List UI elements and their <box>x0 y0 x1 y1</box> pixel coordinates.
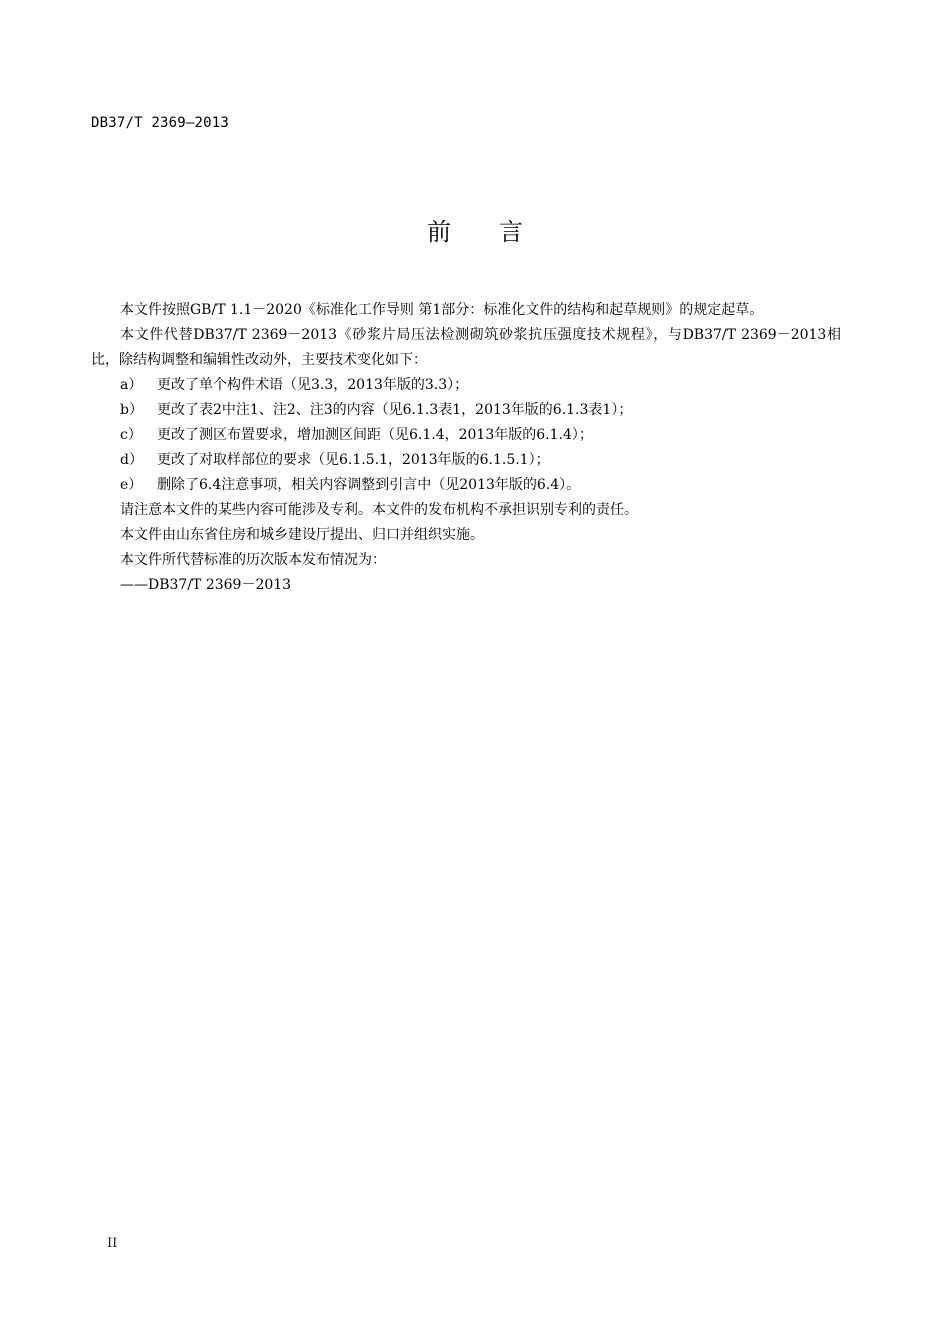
history-entry: ——DB37/T 2369－2013 <box>120 577 292 593</box>
change-item-text: 更改了测区布置要求，增加测区间距（见6.1.4，2013年版的6.1.4）； <box>157 427 593 443</box>
change-item-marker: c） <box>120 427 142 443</box>
foreword-paragraph: 本文件代替DB37/T 2369－2013《砂浆片局压法检测砌筑砂浆抗压强度技术规程》，与DB37/T 2369－2013相比，除结构调整和编辑性改动外，主要技术变化如下： <box>91 327 841 368</box>
patent-note: 请注意本文件的某些内容可能涉及专利。本文件的发布机构不承担识别专利的责任。 <box>120 502 638 518</box>
change-item-text: 删除了6.4注意事项，相关内容调整到引言中（见2013年版的6.4）。 <box>157 477 581 493</box>
change-item-marker: d） <box>120 452 143 468</box>
change-item-marker: e） <box>120 477 143 493</box>
change-item-marker: b） <box>120 402 143 418</box>
change-item-marker: a） <box>120 377 143 393</box>
foreword-paragraph: 本文件按照GB/T 1.1－2020《标准化工作导则 第1部分：标准化文件的结构和起草规则》的规定起草。 <box>120 302 764 318</box>
page-number: II <box>107 1236 118 1251</box>
change-item-text: 更改了表2中注1、注2、注3的内容（见6.1.3表1，2013年版的6.1.3表1）； <box>157 402 633 418</box>
change-item <box>91 448 841 473</box>
change-item <box>91 398 841 423</box>
document-code: DB37/T 2369—2013 <box>91 115 230 131</box>
change-item <box>91 373 841 398</box>
page-title: 前 言 <box>427 218 523 246</box>
history-intro: 本文件所代替标准的历次版本发布情况为： <box>120 552 386 568</box>
change-item <box>91 473 841 498</box>
proposer-note: 本文件由山东省住房和城乡建设厅提出、归口并组织实施。 <box>120 527 484 543</box>
change-item-text: 更改了对取样部位的要求（见6.1.5.1，2013年版的6.1.5.1）； <box>157 452 550 468</box>
change-item <box>91 423 841 448</box>
foreword-body <box>91 298 841 598</box>
change-item-text: 更改了单个构件术语（见3.3，2013年版的3.3）； <box>157 377 469 393</box>
